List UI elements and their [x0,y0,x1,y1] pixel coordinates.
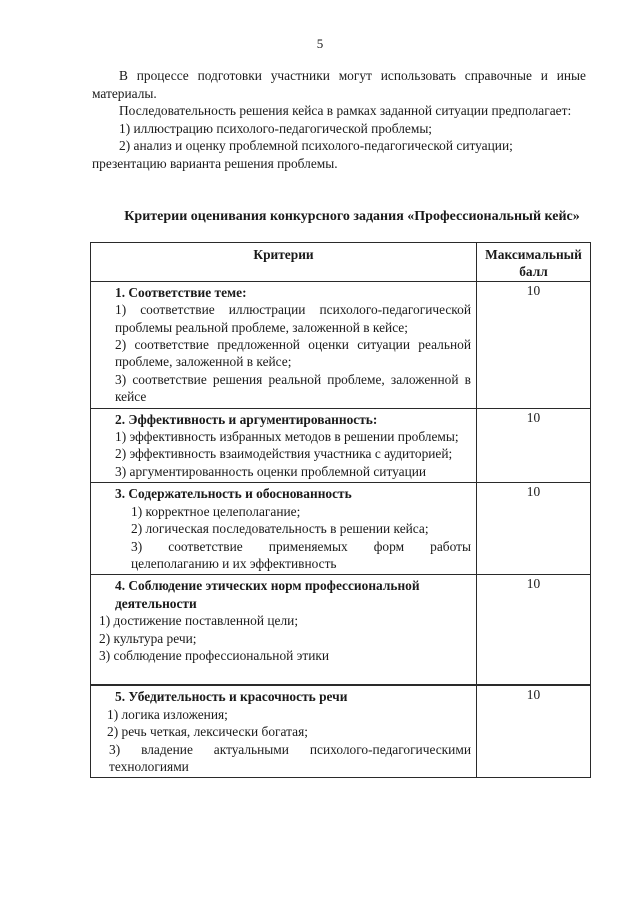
criterion-item: 3) владение актуальными психолого-педагогическими технологиями [109,741,471,774]
table-row [91,408,591,483]
criterion-cell [91,483,477,575]
table-row [91,575,591,686]
table-row [91,281,591,408]
criterion-title: 2. Эффективность и аргументированность: [115,411,378,427]
intro-text [92,67,586,173]
criterion-item: 1) достижение поставленной цели; [99,613,299,629]
intro-step-3: презентацию варианта решения проблемы. [92,155,338,171]
criterion-item: 1) корректное целеполагание; [131,503,301,519]
score-cell: 10 [477,281,591,408]
criterion-item: 1) логика изложения; [107,706,228,722]
table-row [91,483,591,575]
criterion-item: 2) эффективность взаимодействия участника с аудиторией; [115,446,453,462]
table-row [91,685,591,778]
intro-paragraph-1: В процессе подготовки участники могут использовать справочные и иные материалы. [92,68,586,101]
criterion-item: 3) соответствие применяемых форм работы целеполаганию и их эффективность [131,538,471,571]
criterion-title: 5. Убедительность и красочность речи [115,689,348,705]
page-number: 5 [316,36,324,51]
criterion-cell [91,281,477,408]
criterion-item: 2) логическая последовательность в решении кейса; [131,521,429,537]
criterion-item: 2) культура речи; [99,630,197,646]
criterion-title: 1. Соответствие теме: [115,284,247,300]
criteria-table [90,242,591,778]
criterion-title: 3. Содержательность и обоснованность [115,486,352,502]
criterion-item: 1) соответствие иллюстрации психолого-педагогической проблемы реальной проблеме, заложенной в кейсе; [115,302,471,335]
criterion-item: 1) эффективность избранных методов в решении проблемы; [115,429,459,445]
criterion-cell [91,575,477,686]
criterion-item: 3) соответствие решения реальной проблеме, заложенной в кейсе [115,371,471,405]
intro-step-2: 2) анализ и оценку проблемной психолого-педагогической ситуации; [119,138,513,154]
criterion-item: 2) речь четкая, лексически богатая; [107,724,308,740]
header-criteria: Критерии [91,243,477,282]
section-title: Критерии оценивания конкурсного задания «Профессиональный кейс» [124,209,580,224]
score-cell: 10 [477,685,591,778]
score-cell: 10 [477,408,591,483]
score-cell: 10 [477,483,591,575]
criterion-cell [91,685,477,778]
criterion-item: 2) соответствие предложенной оценки ситуации реальной проблеме, заложенной в кейсе; [115,337,471,370]
intro-paragraph-2: Последовательность решения кейса в рамках заданной ситуации предполагает: [119,103,572,119]
criterion-item: 3) аргументированность оценки проблемной ситуации [115,463,427,479]
header-max-score: Максимальный балл [477,243,591,282]
score-cell: 10 [477,575,591,686]
table-header-row [91,243,591,282]
criterion-title: 4. Соблюдение этических норм профессиональной деятельности [115,578,420,611]
criterion-cell [91,408,477,483]
intro-step-1: 1) иллюстрацию психолого-педагогической проблемы; [119,120,433,136]
criterion-item: 3) соблюдение профессиональной этики [99,647,330,663]
